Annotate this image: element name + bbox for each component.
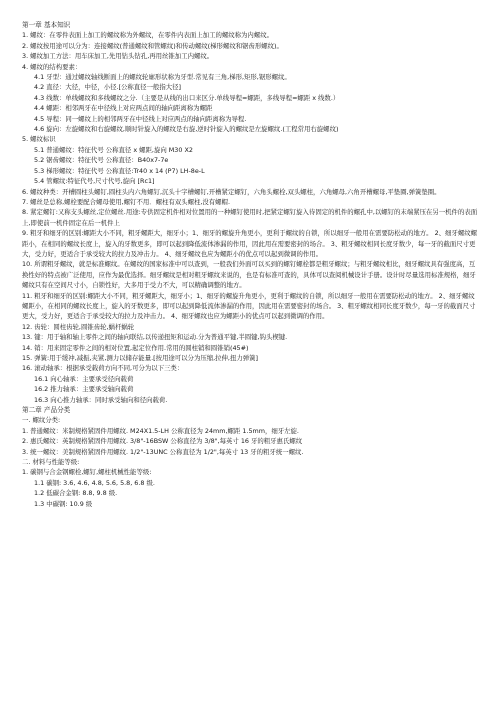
document-line: 2. 惠氏螺纹：英制规格紧固件用螺纹. 3/8"-16BSW 公称直径为 3/8",每英寸 16 牙的粗牙惠氏螺纹 bbox=[22, 437, 303, 446]
document-line: 5.3 梯形螺纹：特征代号 公称直径:Tr40 x 14 (P7) LH-8e-L bbox=[34, 166, 205, 175]
document-line: 16.3 向心推力轴承：同时承受轴向和径向载荷. bbox=[34, 395, 168, 404]
document-line: 3. 统一螺纹：美制规格紧固件用螺纹. 1/2"-13UNC 公称直径为 1/2",每英寸 13 牙的粗牙统一螺纹. bbox=[22, 447, 304, 456]
chapter-heading: 第一章 基本知识 bbox=[22, 21, 71, 29]
document-line: 11. 粗牙和细牙的区别:螺距大小不同，粗牙螺距大，细牙小；1、细牙的螺旋升角更小，更利于螺纹的自锁，所以细牙一般用在需要防松动的地方。 2、细牙螺纹螺距小，在相同的螺纹长度上，旋入的牙数更多，即可以起到降低流体渗漏的作用，因此用在需要密封的场合。 3、粗牙螺纹相同长度牙数少，每一牙的截面尺寸更大，受力好，更适合于承受较大的拉力及冲击力。 4、细牙螺纹也应为螺距小的优点可以起到微调的作用。 bbox=[22, 291, 476, 321]
document-line: 16. 滚动轴承：根据承受载荷方向不同,可分为以下三类： bbox=[22, 364, 184, 373]
document-line: 1. 普通螺纹：米制规格紧固件用螺纹. M24X1.5-LH 公称直径为 24mm,螺距 1.5mm，细牙左旋. bbox=[22, 426, 299, 435]
document-line: 3. 螺纹加工方法：用车床加工,先用钻头钻孔,再用丝锥加工内螺纹。 bbox=[22, 52, 214, 61]
document-line: 16.1 向心轴承：主要承受径向载荷 bbox=[34, 374, 134, 383]
document-line: 2. 螺纹按用途可以分为：连接螺纹(普通螺纹和管螺纹)和传动螺纹(梯形螺纹和锯齿形螺纹)。 bbox=[22, 41, 283, 50]
document-line: 1. 螺纹：在零件表面上加工的螺纹称为外螺纹，在零件内表面上加工的螺纹称为内螺纹。 bbox=[22, 31, 273, 40]
document-line: 9. 粗牙和细牙的区别:螺距大小不同，粗牙螺距大，细牙小；1、细牙的螺旋升角更小，更利于螺纹的自锁，所以细牙一般用在需要防松动的地方。 2、细牙螺纹螺距小，在相同的螺纹长度上，旋入的牙数更多，即可以起到降低流体渗漏的作用，因此用在需要密封的场合。 3、粗牙螺纹相同长度牙数少，每一牙的截面尺寸更大，受力好，更适合于承受较大的拉力及冲击力。 4、细牙螺纹也应为螺距小的优点可以起到微调的作用。 bbox=[22, 229, 478, 258]
document-line: 5. 螺纹标识 bbox=[22, 135, 56, 144]
document-line: 14. 销：用来固定零件之间的相对位置,起定位作用.常用的圆柱销和圆锥销(45#) bbox=[22, 343, 249, 352]
document-line: 4.6 旋向：左旋螺纹和右旋螺纹,顺时针旋入的螺纹是右旋,逆时针旋入的螺纹是左旋螺纹.(工程常用右旋螺纹) bbox=[34, 125, 339, 134]
document-line: 1. 碳钢与合金钢螺栓,螺钉,螺柱机械性能等级: bbox=[22, 468, 152, 477]
document-line: 4.1 牙型：通过螺纹轴线断面上的螺纹轮廓形状称为牙型.常见有三角,梯形,矩形,锯形螺纹。 bbox=[34, 73, 291, 82]
document-line: 13. 键：用于轴和轴上零件之间的轴向联结,以传递扭矩和运动.分为普通平键,半圆键,钩头楔键. bbox=[22, 333, 288, 342]
document-line: 12. 齿轮：圆柱齿轮,圆锥齿轮,蜗杆蜗轮 bbox=[22, 322, 135, 331]
document-line: 4.2 直径：大径，中径，小径.[公称直径一般指大径] bbox=[34, 83, 182, 92]
document-line: 1.1 碳钢: 3.6, 4.6, 4.8, 5.6, 5.8, 6.8 级. bbox=[34, 478, 155, 487]
document-line: 6. 螺纹种类：开槽圆柱头螺钉,圆柱头内六角螺钉,沉头十字槽螺钉,开槽紧定螺钉，六角头螺栓,双头螺柱，六角螺母,六角开槽螺母,平垫圈,弹簧垫圈。 bbox=[22, 187, 441, 196]
document-line: 4. 螺纹的结构要素： bbox=[22, 62, 82, 71]
document-line: 5.1 普通螺纹：特征代号 公称直径 x 螺距,旋向 M30 X2 bbox=[34, 145, 193, 154]
document-line: 1.2 低碳合金钢: 8.8, 9.8 级. bbox=[34, 489, 118, 498]
document-line: 二. 材料与性能等级: bbox=[22, 458, 80, 467]
document-line: 10. 所谓粗牙螺纹，就是标准螺纹。在螺纹的国家标准中可以查到，一般我们外面可以买到的螺钉螺栓都是粗牙螺纹；与粗牙螺纹相比，细牙螺纹具有强度高，互换性好的特点被广泛使用，应作为最优选择。细牙螺纹是相对粗牙螺纹来说的，也是有标准可查的，具体可以查阅机械设计手册。设计时尽量选用标准规格，细牙螺纹只有在空间尺寸小，自锁性好，大多用于受力不大，可以精确调整的地方。 bbox=[22, 260, 476, 290]
document-line: 4.3 线数：单线螺纹和多线螺纹之分.（主要是从线的出口来区分.单线导程=螺距，多线导程=螺距 x 线数.） bbox=[34, 93, 340, 102]
document-line: 一. 螺纹分类: bbox=[22, 416, 61, 425]
document-line: 4.5 导程：同一螺纹上的相邻两牙在中径线上对应两点的轴向距离称为导程. bbox=[34, 114, 247, 123]
document-line: 4.4 螺距：相邻两牙在中径线上对应两点间的轴向距离称为螺距 bbox=[34, 104, 213, 113]
document-line: 15. 弹簧:用于缓冲,减振,夹紧,测力以储存能量.[按用途可以分为压缩,拉伸,扭力弹簧] bbox=[22, 354, 259, 362]
document-line: 8. 紧定螺钉:又称支头螺丝,定位螺丝.用途:专供固定机件相对位置用的一种螺钉使用时,把紧定螺钉旋入待固定的机件的螺孔中,以螺钉的末端紧压在另一机件的表面上,即使前一机件固定在后一机件上 bbox=[22, 208, 478, 227]
document-line: 7. 螺丝是总称,螺栓要配合螺母使用,螺钉不用．螺柱有双头螺柱,没有螺帽. bbox=[22, 197, 230, 206]
chapter-heading: 第二章 产品分类 bbox=[22, 406, 71, 415]
document-line: 5.2 锯齿螺纹：特征代号 公称直径：B40x7-7e bbox=[34, 156, 169, 165]
document-line: 5.4 管螺纹:特征代号,尺寸代号,旋向 [Rc1] bbox=[34, 177, 155, 186]
document-line: 16.2 推力轴承：主要承受轴向载荷 bbox=[34, 385, 134, 394]
document-line: 1.3 中碳钢: 10.9 级 bbox=[34, 499, 93, 508]
